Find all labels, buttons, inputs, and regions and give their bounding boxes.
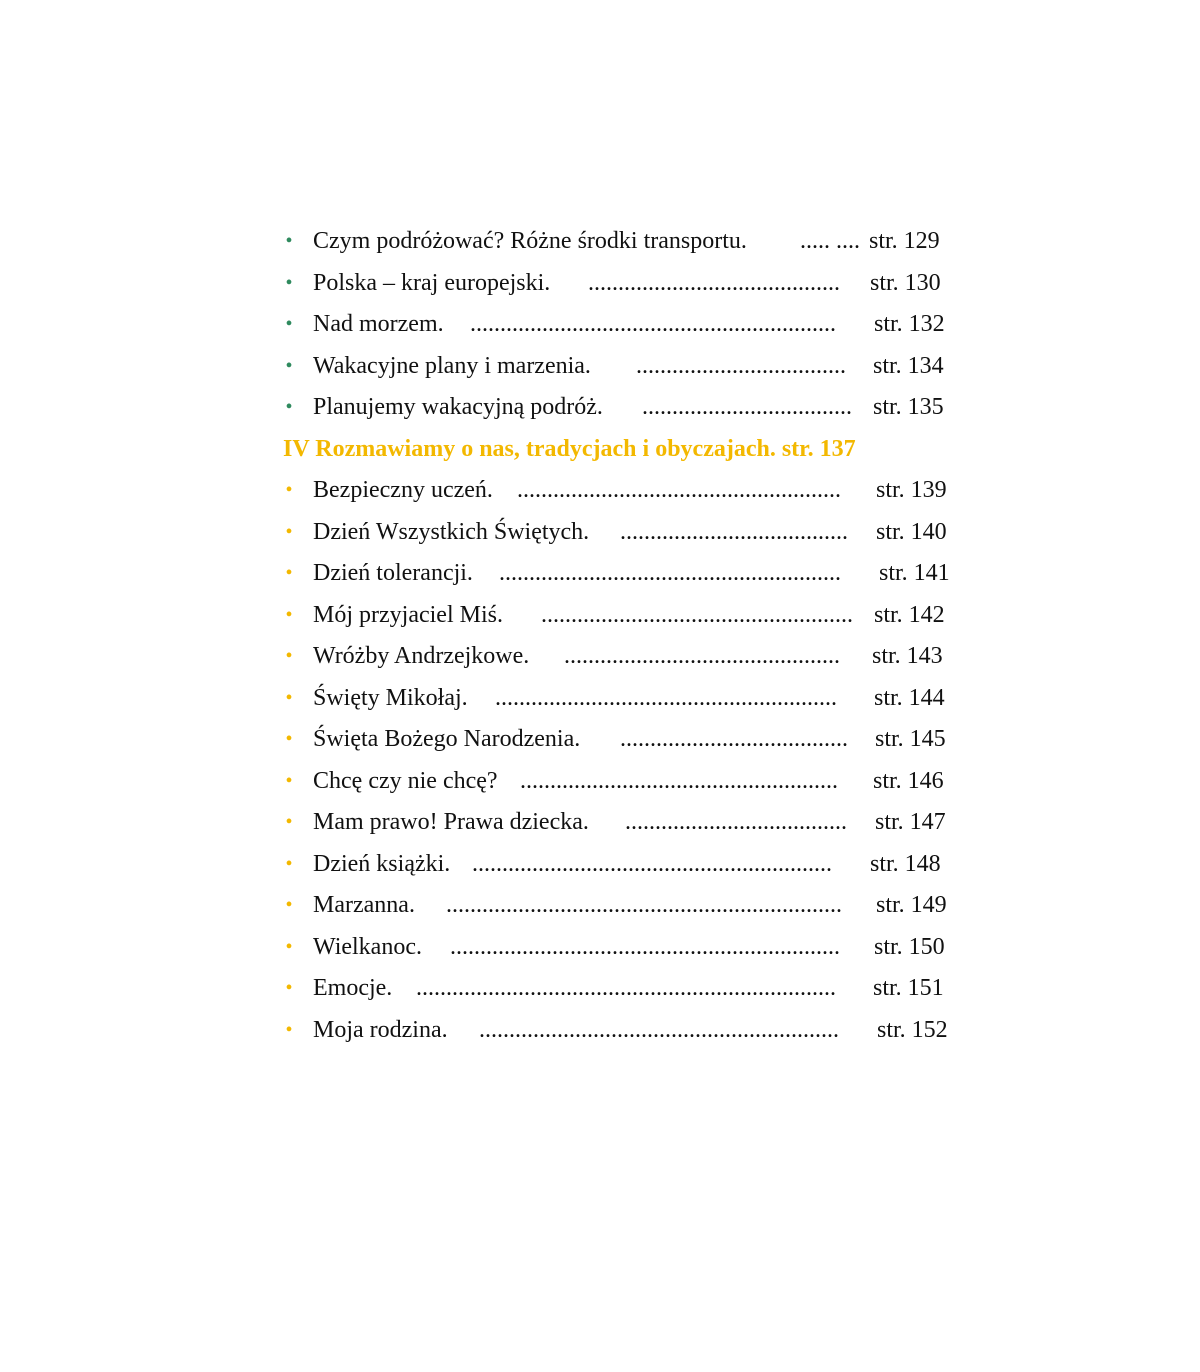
dot-leader: ............................................................ (472, 850, 832, 877)
toc-entry[interactable] (282, 719, 972, 761)
dot-leader: .......................................... (588, 269, 840, 296)
toc-entry-title: Nad morzem. (313, 311, 444, 337)
dot-leader: ...................................... (620, 726, 848, 752)
toc-entry[interactable] (282, 927, 972, 969)
toc-entry-page: str. 144 (874, 684, 945, 711)
dot-leader: .............................................. (564, 643, 840, 669)
dot-leader: ..................................... (625, 809, 847, 835)
toc-entry[interactable] (282, 678, 972, 720)
toc-entry-page: str. 140 (876, 518, 947, 545)
toc-entry-page: str. 147 (875, 809, 946, 835)
yellow-bullet-icon: • (285, 769, 293, 792)
toc-entry-title: Dzień Wszystkich Świętych. (313, 518, 590, 545)
toc-entry-title: Wakacyjne plany i marzenia. (313, 352, 591, 379)
toc-entry-title: Wielkanoc. (313, 933, 422, 960)
dot-leader: ................................................................. (450, 933, 840, 960)
yellow-bullet-icon: • (285, 977, 293, 999)
dot-leader: ..... .... (800, 228, 860, 254)
toc-entry-page: str. 148 (870, 850, 941, 877)
toc-entry-title: Czym podróżować? Różne środki transportu. (313, 228, 747, 254)
dot-leader: ......................................................... (499, 560, 841, 586)
yellow-bullet-icon: • (285, 852, 293, 875)
dot-leader: ...................................................................... (416, 975, 836, 1001)
yellow-bullet-icon: • (285, 811, 293, 833)
yellow-bullet-icon: • (285, 935, 293, 958)
toc-entry[interactable] (282, 1010, 972, 1052)
toc-entry-page: str. 134 (873, 352, 944, 379)
table-of-contents (282, 221, 972, 1051)
toc-entry[interactable] (282, 221, 972, 263)
yellow-bullet-icon: • (285, 479, 293, 501)
toc-entry[interactable] (282, 595, 972, 637)
toc-entry-page: str. 135 (873, 394, 944, 420)
yellow-bullet-icon: • (285, 562, 293, 584)
toc-entry-page: str. 152 (877, 1016, 948, 1043)
dot-leader: ............................................................ (479, 1016, 839, 1043)
yellow-bullet-icon: • (285, 686, 293, 709)
yellow-bullet-icon: • (285, 1018, 293, 1041)
yellow-bullet-icon: • (285, 645, 293, 667)
toc-entry-title: Mam prawo! Prawa dziecka. (313, 809, 589, 835)
toc-entry-title: Marzanna. (313, 892, 415, 918)
toc-entry-title: Moja rodzina. (313, 1016, 448, 1043)
toc-entry-title: Polska – kraj europejski. (313, 269, 551, 296)
toc-entry-page: str. 132 (874, 311, 945, 337)
toc-entry[interactable] (282, 761, 972, 803)
dot-leader: ......................................................... (495, 684, 837, 711)
dot-leader: ............................................................. (470, 311, 836, 337)
toc-entry-title: Święty Mikołaj. (313, 684, 468, 711)
toc-entry-title: Święta Bożego Narodzenia. (313, 726, 581, 752)
yellow-bullet-icon: • (285, 520, 293, 543)
toc-entry-title: Mój przyjaciel Miś. (313, 601, 503, 628)
toc-entry-title: Bezpieczny uczeń. (313, 477, 493, 503)
toc-entry[interactable] (282, 387, 972, 429)
toc-entry-page: str. 149 (876, 892, 947, 918)
toc-entry-page: str. 141 (879, 560, 950, 586)
toc-entry-title: Dzień tolerancji. (313, 560, 473, 586)
toc-entry-title: Planujemy wakacyjną podróż. (313, 394, 603, 420)
toc-entry-page: str. 139 (876, 477, 947, 503)
toc-entry[interactable] (282, 885, 972, 927)
dot-leader: .................................................... (541, 601, 853, 628)
toc-entry-page: str. 146 (873, 767, 944, 794)
green-bullet-icon: • (285, 230, 293, 252)
toc-entry-page: str. 145 (875, 726, 946, 752)
green-bullet-icon: • (285, 271, 293, 294)
toc-entry[interactable] (282, 263, 972, 305)
toc-entry-page: str. 130 (870, 269, 941, 296)
toc-entry[interactable] (282, 346, 972, 388)
toc-entry[interactable] (282, 512, 972, 554)
toc-entry[interactable] (282, 553, 972, 595)
dot-leader: .................................................................. (446, 892, 842, 918)
toc-entry[interactable] (282, 802, 972, 844)
dot-leader: ................................... (642, 394, 852, 420)
toc-entry[interactable] (282, 844, 972, 886)
toc-entry-title: Chcę czy nie chcę? (313, 767, 498, 794)
dot-leader: ...................................................... (517, 477, 841, 503)
toc-entry[interactable] (282, 968, 972, 1010)
toc-entry-page: str. 150 (874, 933, 945, 960)
dot-leader: ...................................... (620, 518, 848, 545)
toc-entry-page: str. 151 (873, 975, 944, 1001)
green-bullet-icon: • (285, 313, 293, 335)
yellow-bullet-icon: • (285, 894, 293, 916)
toc-entry-title: Emocje. (313, 975, 393, 1001)
yellow-bullet-icon: • (285, 603, 293, 626)
toc-entry-page: str. 129 (869, 228, 940, 254)
toc-entry[interactable] (282, 636, 972, 678)
yellow-bullet-icon: • (285, 728, 293, 750)
toc-entry[interactable] (282, 304, 972, 346)
toc-entry-title: Wróżby Andrzejkowe. (313, 643, 530, 669)
dot-leader: ..................................................... (520, 767, 838, 794)
toc-entry[interactable] (282, 470, 972, 512)
green-bullet-icon: • (285, 354, 293, 377)
toc-entry-title: Dzień książki. (313, 850, 451, 877)
dot-leader: ................................... (636, 352, 846, 379)
toc-entry-page: str. 143 (872, 643, 943, 669)
section-heading[interactable]: IV Rozmawiamy o nas, tradycjach i obyczajach. str. 137 (283, 435, 856, 462)
toc-entry-page: str. 142 (874, 601, 945, 628)
green-bullet-icon: • (285, 396, 293, 418)
